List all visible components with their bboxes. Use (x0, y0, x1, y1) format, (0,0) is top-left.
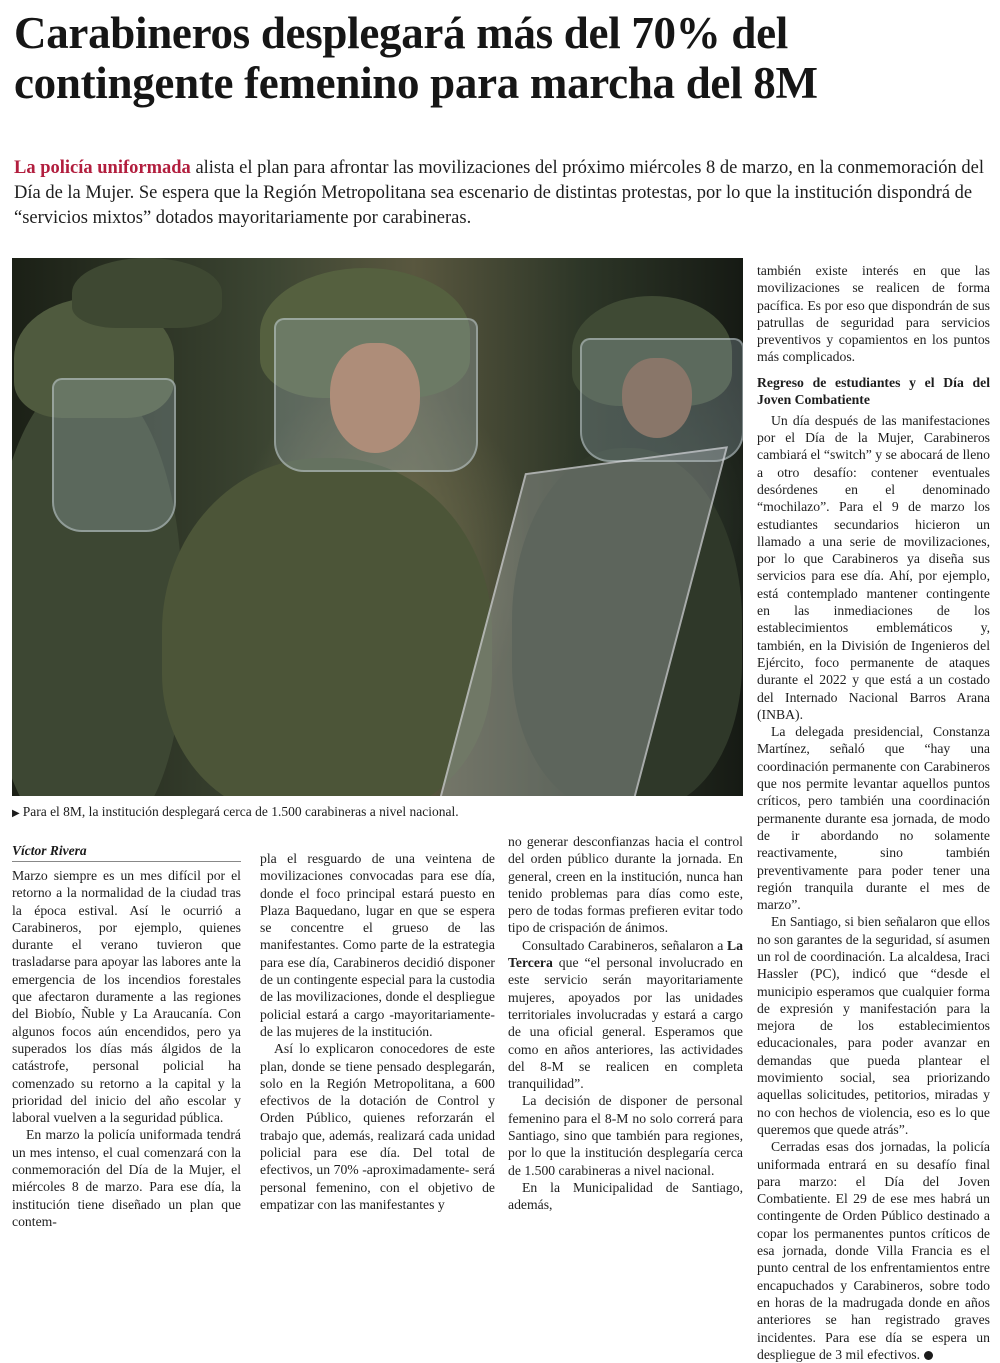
article-column-4 (757, 262, 990, 1363)
news-photo (12, 258, 743, 796)
article-column-2 (260, 850, 495, 1213)
col3-paragraph: En la Municipalidad de Santiago, además, (508, 1179, 743, 1213)
col3-paragraph: no generar desconfianzas hacia el control del orden público durante la jornada. En general, creen en la institución, nunca han tenido problemas para días como este, pero de todas formas prefieren evitar todo tipo de crispación de ánimos. (508, 834, 743, 936)
col4-paragraph: también existe interés en que las movilizaciones se realicen de forma pacífica. Es por eso que dispondrán de sus patrullas de seguridad para servicios preventivos y copamientos en los puntos más complicados. (757, 263, 990, 365)
article-column-3 (508, 833, 743, 1214)
headline: Carabineros desplegará más del 70% del contingente femenino para marcha del 8M (14, 8, 818, 108)
end-mark-icon (924, 1351, 933, 1360)
col4-paragraph: En Santiago, si bien señalaron que ellos no son garantes de la seguridad, sí asumen un rol de coordinación. La alcaldesa, Iraci Hassler (PC), indicó que “desde el municipio esperamos que cualquier forma de expresión y manifestación para la mejora de los establecimientos educacionales, para poder avanzar en demandas que pueda plantear el movimiento social, sea priorizando aquellas solicitudes, petitorios, miradas y no con hechos de violencia, eso es lo que queremos que quede atrás”. (757, 914, 990, 1137)
col2-paragraph: pla el resguardo de una veintena de movilizaciones convocadas para ese día, donde el foco principal estará puesto en Plaza Baquedano, lugar en que se espera se concentre el grueso de las manifestantes. Como parte de la estrategia para ese día, Carabineros decidió disponer de un contingente especial para la custodia de las movilizaciones, donde el despliegue policial estará a cargo -mayoritariamente- de las mujeres de la institución. (260, 851, 495, 1039)
article-column-1 (12, 867, 241, 1230)
col2-paragraph: Así lo explicaron conocedores de este plan, donde se tiene pensado desplegarán, solo en la Región Metropolitana, a 600 efectivos de la dotación de Control y Orden Público, quienes reforzarán el trabajo que, además, realizará cada unidad policial para ese día. Del total de efectivos, un 70% -aproximadamente- será personal femenino, con el objetivo de empatizar con las manifestantes y (260, 1041, 495, 1212)
col1-paragraph: En marzo la policía uniformada tendrá un mes intenso, el cual comenzará con la conmemoración del Día de la Mujer, el miércoles 8 de marzo. Para ese día, la institución tiene diseñado un plan que contem- (12, 1127, 241, 1229)
lead-highlight: La policía uniformada (14, 158, 191, 178)
col1-paragraph: Marzo siempre es un mes difícil por el retorno a la normalidad de la ciudad tras la época estival. Así le ocurrió a Carabineros, por ejemplo, quienes durante el verano tuvieron que trasladarse para apoyar las labores ante la emergencia de los incendios forestales que afectaron duramente a las regiones del Biobío, Ñuble y La Araucanía. Con algunos focos aún encendidos, pero ya superados los días más álgidos de la catástrofe, personal policial ha comenzado su retorno a la capital y la prioridad del inicio del año escolar y laboral vuelven a la seguridad pública. (12, 868, 241, 1126)
lead-paragraph (14, 156, 989, 231)
col4-paragraph: La delegada presidencial, Constanza Martínez, señaló que “hay una coordinación permanente con Carabineros que nos permite levantar aquellos puntos críticos, pero también una coordinación permanente durante esa jornada, de modo de ir abordando no solamente reactivamente, sino también preventivamente para poder tener una región tranquila durante el mes de marzo”. (757, 724, 990, 913)
newspaper-name: La Tercera (508, 937, 743, 971)
caption-arrow-icon: ▶ (12, 808, 20, 819)
col4-paragraph: Un día después de las manifestaciones por el Día de la Mujer, Carabineros cambiará el “switch” y se abocará de lleno a otro desafío: contener eventuales desórdenes en el denominado “mochilazo”. Para el 9 de marzo los estudiantes secundarios hicieron un llamado a una serie de movilizaciones, por lo que Carabineros ya diseña sus servicios para ese día. Ahí, por ejemplo, está contemplado mantener contingente en las inmediaciones de los establecimientos emblemáticos y, también, en la División de Ingenieros del Ejército, foco permanente de ataques durante el 2022 y que está a un costado del Internado Nacional Barros Arana (INBA). (757, 412, 990, 722)
photo-caption: ▶ Para el 8M, la institución desplegará cerca de 1.500 carabineras a nivel nacional. (12, 804, 459, 819)
lead-text: alista el plan para afrontar las movilizaciones del próximo miércoles 8 de marzo, en la conmemoración del Día de la Mujer. Se espera que la Región Metropolitana sea escenario de distintas protestas, por lo que la institución dispondrá de “servicios mixtos” dotados mayoritariamente por carabineras. (14, 158, 984, 228)
col4-paragraph: Cerradas esas dos jornadas, la policía uniformada entrará en su desafío final para marzo: el Día del Joven Combatiente. El 29 de ese mes habrá un contingente de Orden Público destinado a copar los permanentes puntos críticos de esa jornada, donde Villa Francia es el punto central de los enfrentamientos entre encapuchados y Carabineros, sobre todo en horas de la madrugada donde en años anteriores se han registrado graves incidentes. Para ese día se espera un despliegue de 3 mil efectivos. (757, 1139, 990, 1362)
col3-paragraph: Consultado Carabineros, señalaron a La Tercera que “el personal involucrado en este servicio serán mayoritariamente mujeres, apoyados por las unidades territoriales involucradas y estará a cargo de una oficial general. Esperamos que como en años anteriores, las actividades del 8-M se realicen en completa tranquilidad”. (508, 937, 743, 1092)
col3-paragraph: La decisión de disponer de personal femenino para el 8-M no solo correrá para Santiago, sino que también para regiones, por lo que la institución desplegaría cerca de 1.500 carabineras a nivel nacional. (508, 1093, 743, 1178)
byline: Víctor Rivera (12, 843, 241, 862)
section-subhead: Regreso de estudiantes y el Día del Joven Combatiente (757, 374, 990, 407)
